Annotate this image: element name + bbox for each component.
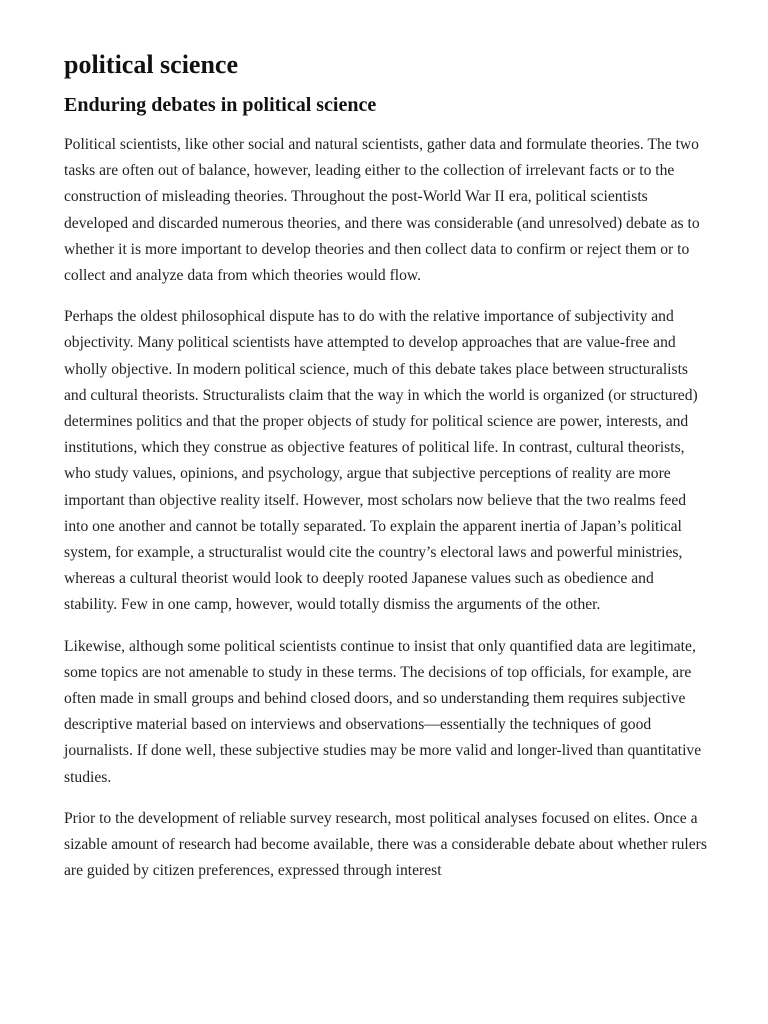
paragraph: Perhaps the oldest philosophical dispute has to do with the relative importance of subjectivity and objectivity. Many political scientists have attempted to develop approaches that are value-free and wholly objective. In modern political science, much of this debate takes place between structuralists and cultural theorists. Structuralists claim that the way in which the world is organized (or structured) determines politics and that the proper objects of study for political science are power, interests, and institutions, which they construe as objective features of political life. In contrast, cultural theorists, who study values, opinions, and psychology, argue that subjective perceptions of reality are more important than objective reality itself. However, most scholars now believe that the two realms feed into one another and cannot be totally separated. To explain the apparent inertia of Japan’s political system, for example, a structuralist would cite the country’s electoral laws and powerful ministries, whereas a cultural theorist would look to deeply rooted Japanese values such as obedience and stability. Few in one camp, however, would totally dismiss the arguments of the other. xyxy=(64,308,698,614)
page-title: political science xyxy=(64,50,239,79)
paragraph: Likewise, although some political scientists continue to insist that only quantified data are legitimate, some topics are not amenable to study in these terms. The decisions of top officials, for example, are often made in small groups and behind closed doors, and so understanding them requires subjective descriptive material based on interviews and observations—essentially the techniques of good journalists. If done well, these subjective studies may be more valid and longer-lived than quantitative studies. xyxy=(64,637,702,786)
paragraph: Prior to the development of reliable survey research, most political analyses focused on elites. Once a sizable amount of research had become available, there was a considerable debate about whether rulers are guided by citizen preferences, expressed through interest xyxy=(64,809,707,880)
section-heading: Enduring debates in political science xyxy=(64,94,377,116)
document-page xyxy=(64,48,710,899)
paragraph: Political scientists, like other social and natural scientists, gather data and formulate theories. The two tasks are often out of balance, however, leading either to the collection of irrelevant facts or to the construction of misleading theories. Throughout the post-World War II era, political scientists developed and discarded numerous theories, and there was considerable (and unresolved) debate as to whether it is more important to develop theories and then collect data to confirm or reject them or to collect and analyze data from which theories would flow. xyxy=(64,136,700,285)
